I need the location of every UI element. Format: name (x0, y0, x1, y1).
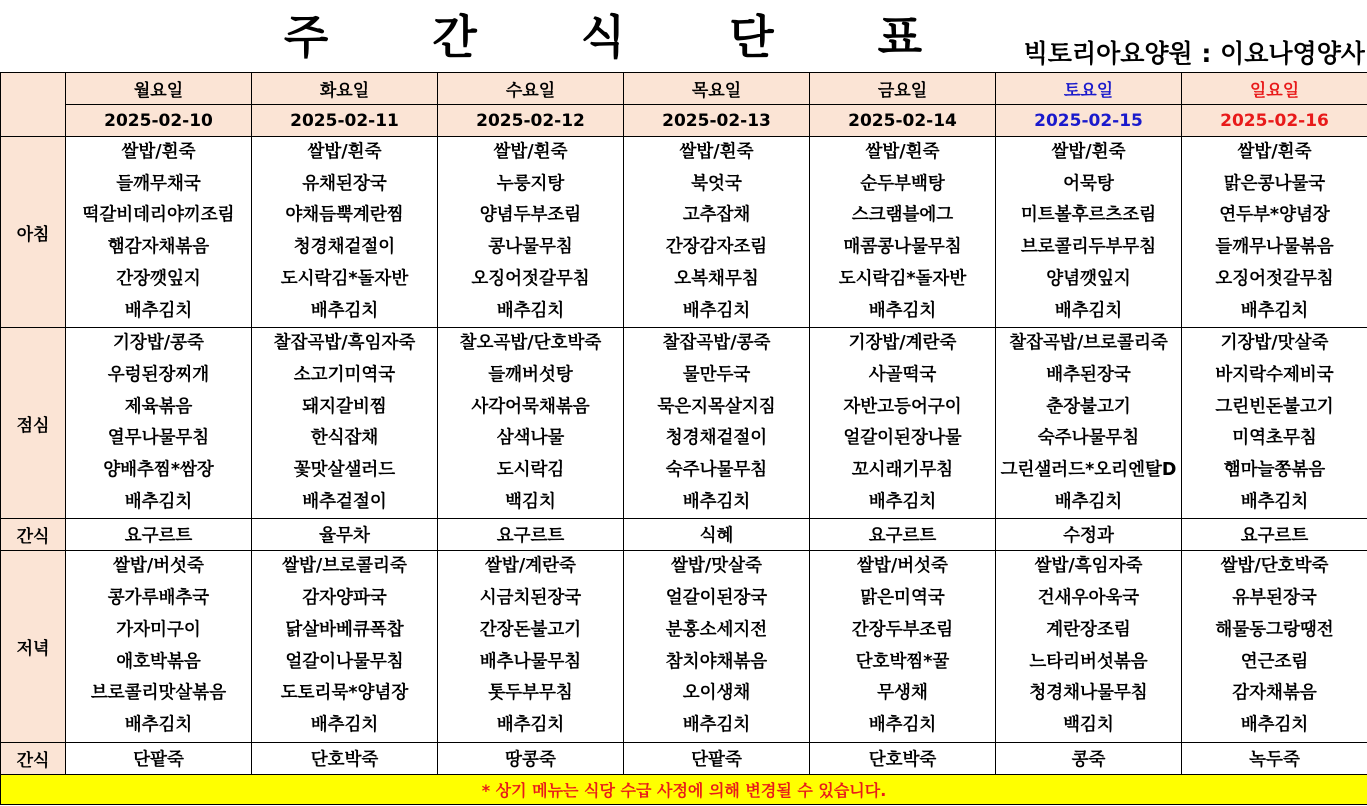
date-monday: 2025-02-10 (66, 105, 252, 137)
menu-items (252, 551, 437, 741)
menu-item: 숙주나물무침 (1037, 428, 1140, 449)
menu-item: 배추김치 (124, 300, 193, 321)
menu-items (1182, 551, 1367, 741)
menu-item: 닭살바베큐폭찹 (285, 619, 404, 640)
menu-item: 소고기미역국 (293, 364, 396, 385)
snack-cell: 단팥죽 (66, 742, 252, 774)
snack-cell: 요구르트 (1182, 519, 1367, 551)
menu-item: 오이생채 (682, 683, 751, 704)
menu-item: 간장감자조림 (665, 237, 768, 258)
menu-item: 들깨버섯탕 (488, 364, 573, 385)
menu-items (438, 137, 623, 327)
menu-item: 브로콜리맛살볶음 (90, 683, 227, 704)
menu-cell (66, 328, 252, 519)
day-header-row (1, 73, 1367, 105)
menu-item: 누룽지탕 (496, 173, 565, 194)
menu-item: 떡갈비데리야끼조림 (82, 205, 235, 226)
menu-cell (810, 328, 996, 519)
menu-item: 사골떡국 (868, 364, 937, 385)
menu-item: 들깨무채국 (116, 173, 201, 194)
notice-text: * 상기 메뉴는 식당 수급 사정에 의해 변경될 수 있습니다. (1, 774, 1367, 804)
menu-cell (438, 328, 624, 519)
menu-item: 배추김치 (868, 491, 937, 512)
evening-snack-row (1, 742, 1367, 774)
menu-item: 감자채볶음 (1232, 683, 1317, 704)
menu-items (810, 137, 995, 327)
menu-items (624, 328, 809, 518)
menu-item: 배추김치 (868, 300, 937, 321)
menu-items (252, 137, 437, 327)
menu-item: 유부된장국 (1232, 588, 1317, 609)
menu-item: 찰잡곡밥/흑임자죽 (273, 333, 416, 354)
menu-item: 쌀밥/흰죽 (679, 142, 754, 162)
day-thursday: 목요일 (624, 73, 810, 105)
menu-item: 해물동그랑땡전 (1215, 619, 1334, 640)
menu-items (810, 551, 995, 741)
menu-item: 쌀밥/단호박죽 (1220, 556, 1329, 577)
menu-item: 물만두국 (682, 364, 751, 385)
menu-item: 백김치 (505, 491, 556, 512)
menu-item: 청경채겉절이 (293, 237, 396, 258)
menu-item: 배추김치 (682, 714, 751, 735)
menu-item: 찰잡곡밥/콩죽 (662, 333, 771, 354)
date-thursday: 2025-02-13 (624, 105, 810, 137)
snack-cell: 요구르트 (438, 519, 624, 551)
menu-item: 단호박찜*꿀 (855, 651, 950, 672)
day-monday: 월요일 (66, 73, 252, 105)
menu-item: 춘장불고기 (1046, 396, 1131, 417)
menu-item: 배추김치 (310, 714, 379, 735)
menu-items (252, 328, 437, 518)
day-wednesday: 수요일 (438, 73, 624, 105)
menu-item: 쌀밥/흰죽 (1051, 142, 1126, 162)
menu-item: 맑은콩나물국 (1223, 173, 1326, 194)
afternoon-snack-row (1, 519, 1367, 551)
menu-item: 숙주나물무침 (665, 460, 768, 481)
menu-cell (1182, 551, 1367, 742)
facility-name: 빅토리아요양원 : 이요나영양사 (1023, 39, 1365, 68)
menu-item: 매콤콩나물무침 (843, 237, 962, 258)
menu-item: 배추나물무침 (479, 651, 582, 672)
menu-item: 쌀밥/맛살죽 (671, 556, 762, 577)
meal-label-snack: 간식 (1, 742, 66, 774)
date-tuesday: 2025-02-11 (252, 105, 438, 137)
menu-item: 도시락김*돌자반 (280, 268, 409, 289)
menu-item: 햄마늘쫑볶음 (1223, 460, 1326, 481)
corner-cell (1, 73, 66, 137)
snack-cell: 단팥죽 (624, 742, 810, 774)
menu-item: 기장밥/계란죽 (848, 333, 957, 354)
menu-cell (252, 551, 438, 742)
menu-item: 스크램블에그 (851, 205, 954, 226)
snack-cell: 식혜 (624, 519, 810, 551)
menu-item: 순두부백탕 (860, 173, 945, 194)
menu-item: 배추김치 (682, 491, 751, 512)
menu-item: 북엇국 (691, 173, 742, 194)
menu-item: 쌀밥/흰죽 (865, 142, 940, 162)
menu-item: 돼지갈비찜 (302, 396, 387, 417)
menu-item: 우렁된장찌개 (107, 364, 210, 385)
date-friday: 2025-02-14 (810, 105, 996, 137)
menu-item: 쌀밥/흰죽 (1237, 142, 1312, 162)
menu-item: 유채된장국 (302, 173, 387, 194)
menu-items (66, 551, 251, 741)
menu-item: 어묵탕 (1063, 173, 1114, 194)
menu-item: 찰잡곡밥/브로콜리죽 (1009, 333, 1168, 354)
menu-item: 양념깻잎지 (1046, 268, 1131, 289)
menu-cell (66, 551, 252, 742)
menu-item: 무생채 (877, 683, 928, 704)
snack-cell: 요구르트 (810, 519, 996, 551)
menu-item: 찰오곡밥/단호박죽 (459, 333, 602, 354)
menu-item: 미트볼후르츠조림 (1020, 205, 1157, 226)
day-friday: 금요일 (810, 73, 996, 105)
menu-item: 꽃맛살샐러드 (293, 460, 396, 481)
menu-item: 기장밥/콩죽 (113, 333, 204, 354)
menu-cell (996, 137, 1182, 328)
menu-cell (1182, 137, 1367, 328)
menu-item: 연두부*양념장 (1219, 205, 1330, 226)
menu-item: 배추김치 (868, 714, 937, 735)
menu-item: 배추김치 (1054, 491, 1123, 512)
meal-label-breakfast: 아침 (1, 137, 66, 328)
menu-item: 가자미구이 (116, 619, 201, 640)
menu-cell (624, 137, 810, 328)
menu-item: 간장깻잎지 (116, 268, 201, 289)
menu-item: 양배추찜*쌈장 (103, 460, 214, 481)
menu-item: 간장두부조림 (851, 619, 954, 640)
menu-cell (66, 137, 252, 328)
menu-item: 시금치된장국 (479, 588, 582, 609)
day-sunday: 일요일 (1182, 73, 1367, 105)
menu-item: 쌀밥/흰죽 (493, 142, 568, 162)
menu-item: 쌀밥/흰죽 (307, 142, 382, 162)
dinner-row (1, 551, 1367, 742)
menu-item: 제육볶음 (124, 396, 193, 417)
meal-label-snack: 간식 (1, 519, 66, 551)
notice-row (1, 774, 1367, 804)
menu-item: 얼갈이된장국 (665, 588, 768, 609)
menu-item: 건새우아욱국 (1037, 588, 1140, 609)
menu-items (1182, 137, 1367, 327)
menu-item: 브로콜리두부무침 (1020, 237, 1157, 258)
date-saturday: 2025-02-15 (996, 105, 1182, 137)
page-title: 주 간 식 단 표 (283, 10, 967, 64)
menu-item: 기장밥/맛살죽 (1220, 333, 1329, 354)
menu-cell (624, 328, 810, 519)
menu-item: 계란장조림 (1046, 619, 1131, 640)
menu-item: 열무나물무침 (107, 428, 210, 449)
menu-item: 배추김치 (1240, 300, 1309, 321)
snack-cell: 땅콩죽 (438, 742, 624, 774)
menu-item: 애호박볶음 (116, 651, 201, 672)
menu-items (438, 551, 623, 741)
menu-item: 배추김치 (1054, 300, 1123, 321)
menu-item: 감자양파국 (302, 588, 387, 609)
menu-item: 배추김치 (496, 714, 565, 735)
menu-item: 청경채나물무침 (1029, 683, 1148, 704)
meal-label-dinner: 저녁 (1, 551, 66, 742)
menu-cell (252, 328, 438, 519)
menu-item: 쌀밥/흑임자죽 (1034, 556, 1143, 577)
meal-label-lunch: 점심 (1, 328, 66, 519)
menu-item: 오복채무침 (674, 268, 759, 289)
menu-item: 사각어묵채볶음 (471, 396, 590, 417)
menu-item: 양념두부조림 (479, 205, 582, 226)
breakfast-row (1, 137, 1367, 328)
menu-cell (624, 551, 810, 742)
menu-item: 바지락수제비국 (1215, 364, 1334, 385)
menu-item: 느타리버섯볶음 (1029, 651, 1148, 672)
menu-item: 꼬시래기무침 (851, 460, 954, 481)
lunch-row (1, 328, 1367, 519)
menu-items (66, 137, 251, 327)
menu-item: 그린빈돈불고기 (1215, 396, 1334, 417)
menu-item: 배추김치 (1240, 714, 1309, 735)
menu-item: 쌀밥/브로콜리죽 (282, 556, 407, 577)
menu-items (1182, 328, 1367, 518)
menu-cell (810, 137, 996, 328)
snack-cell: 녹두죽 (1182, 742, 1367, 774)
menu-item: 그린샐러드*오리엔탈D (1000, 460, 1177, 481)
menu-item: 도토리묵*양념장 (280, 683, 409, 704)
snack-cell: 단호박죽 (810, 742, 996, 774)
menu-item: 배추김치 (310, 300, 379, 321)
snack-cell: 수정과 (996, 519, 1182, 551)
menu-items (624, 137, 809, 327)
menu-item: 쌀밥/계란죽 (485, 556, 576, 577)
menu-items (996, 137, 1181, 327)
menu-item: 쌀밥/버섯죽 (857, 556, 948, 577)
menu-item: 야채듬뿍계란찜 (285, 205, 404, 226)
menu-item: 맑은미역국 (860, 588, 945, 609)
date-wednesday: 2025-02-12 (438, 105, 624, 137)
menu-item: 배추된장국 (1046, 364, 1131, 385)
menu-items (996, 328, 1181, 518)
weekly-menu-table (0, 72, 1367, 805)
menu-items (996, 551, 1181, 741)
menu-item: 배추김치 (682, 300, 751, 321)
menu-item: 도시락김*돌자반 (838, 268, 967, 289)
menu-item: 청경채겉절이 (665, 428, 768, 449)
menu-cell (438, 137, 624, 328)
menu-item: 오징어젓갈무침 (1215, 268, 1334, 289)
menu-cell (996, 551, 1182, 742)
menu-item: 배추김치 (496, 300, 565, 321)
menu-cell (810, 551, 996, 742)
menu-items (624, 551, 809, 741)
menu-item: 도시락김 (496, 460, 565, 481)
menu-items (438, 328, 623, 518)
menu-item: 오징어젓갈무침 (471, 268, 590, 289)
menu-item: 한식잡채 (310, 428, 379, 449)
menu-item: 콩가루배추국 (107, 588, 210, 609)
menu-items (66, 328, 251, 518)
date-sunday: 2025-02-16 (1182, 105, 1367, 137)
menu-item: 고추잡채 (682, 205, 751, 226)
menu-item: 배추김치 (124, 714, 193, 735)
menu-item: 참치야채볶음 (665, 651, 768, 672)
menu-items (810, 328, 995, 518)
menu-cell (996, 328, 1182, 519)
date-header-row (1, 105, 1367, 137)
menu-cell (1182, 328, 1367, 519)
menu-item: 연근조림 (1240, 651, 1309, 672)
menu-item: 묵은지목살지짐 (657, 396, 776, 417)
menu-item: 쌀밥/흰죽 (121, 142, 196, 162)
snack-cell: 율무차 (252, 519, 438, 551)
menu-item: 배추김치 (124, 491, 193, 512)
menu-item: 들깨무나물볶음 (1215, 237, 1334, 258)
snack-cell: 단호박죽 (252, 742, 438, 774)
header (0, 0, 1367, 72)
menu-item: 간장돈불고기 (479, 619, 582, 640)
menu-item: 삼색나물 (496, 428, 565, 449)
menu-item: 얼갈이나물무침 (285, 651, 404, 672)
snack-cell: 콩죽 (996, 742, 1182, 774)
menu-item: 분홍소세지전 (665, 619, 768, 640)
day-tuesday: 화요일 (252, 73, 438, 105)
menu-item: 자반고등어구이 (843, 396, 962, 417)
menu-item: 쌀밥/버섯죽 (113, 556, 204, 577)
snack-cell: 요구르트 (66, 519, 252, 551)
menu-cell (438, 551, 624, 742)
menu-cell (252, 137, 438, 328)
menu-item: 미역초무침 (1232, 428, 1317, 449)
menu-item: 백김치 (1063, 714, 1114, 735)
menu-item: 배추겉절이 (302, 491, 387, 512)
day-saturday: 토요일 (996, 73, 1182, 105)
menu-item: 햄감자채볶음 (107, 237, 210, 258)
menu-item: 얼갈이된장나물 (843, 428, 962, 449)
menu-item: 콩나물무침 (488, 237, 573, 258)
menu-item: 배추김치 (1240, 491, 1309, 512)
menu-item: 톳두부무침 (488, 683, 573, 704)
